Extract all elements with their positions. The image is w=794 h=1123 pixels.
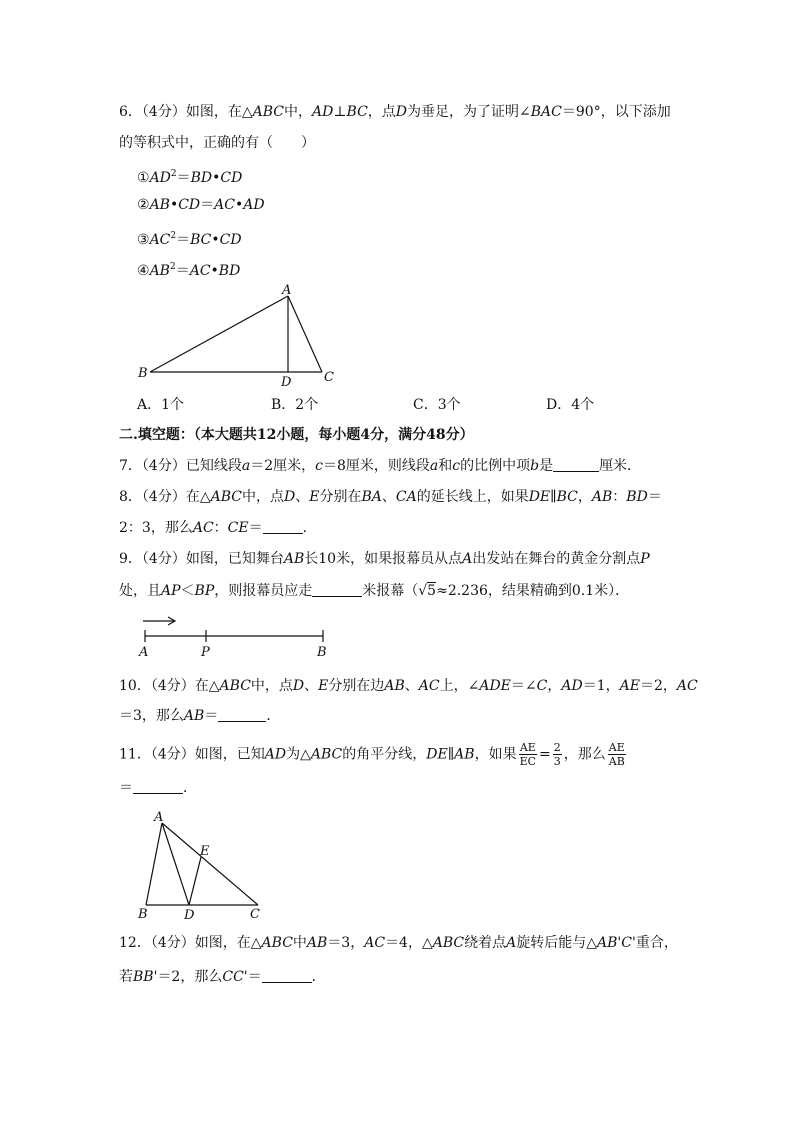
text: 为△	[286, 746, 311, 763]
math-var: AC	[149, 232, 171, 248]
question-number: 7．	[119, 458, 142, 474]
math-var: AB•CD	[149, 197, 201, 213]
section-title: 二.填空题：（本大题共12小题，每小题4分，满分48分）	[119, 427, 474, 443]
exponent: 2	[170, 231, 177, 241]
math-var: b	[530, 458, 540, 474]
math-var: a	[429, 458, 439, 474]
math-var: BC•CD	[190, 232, 242, 248]
denominator: AB	[608, 755, 625, 768]
question-number: 6．	[119, 104, 142, 120]
text: ＝∠	[510, 678, 537, 694]
question-number: 8．	[119, 489, 142, 505]
math-var: ABC	[219, 678, 251, 694]
equals: ＝	[176, 232, 191, 248]
text: ．	[266, 708, 281, 724]
label-a: A	[282, 283, 292, 298]
math-var: BC	[346, 104, 368, 120]
text: 分别在边	[328, 678, 385, 694]
math-var: P	[640, 551, 650, 567]
math-var: DE	[528, 489, 551, 505]
text: 上，∠	[439, 678, 480, 694]
parallel-symbol: ∥	[447, 746, 455, 763]
math-var: C	[536, 678, 548, 694]
label-d: D	[281, 375, 292, 390]
parallel-symbol: ∥	[550, 489, 557, 505]
triangle-symbol: △	[241, 104, 253, 120]
equals: =	[539, 746, 551, 763]
segment-ac	[162, 823, 258, 905]
text: ．	[302, 520, 317, 536]
math-var: ABC	[210, 489, 242, 505]
perp-symbol: ⊥	[333, 104, 347, 120]
question-number: 10．	[119, 678, 151, 694]
math-var: A	[462, 551, 473, 567]
text: 如图，已知舞台	[185, 551, 284, 567]
math-var: AB	[306, 935, 328, 951]
denominator: EC	[519, 755, 537, 768]
text: 中，点	[242, 489, 284, 505]
text: 已知线段	[185, 458, 242, 474]
text: 分别在	[319, 489, 362, 505]
label-a: A	[139, 645, 149, 660]
text: ＝1，	[582, 678, 620, 694]
math-var: CE	[227, 520, 249, 536]
math-var: CC'	[222, 969, 248, 985]
math-var: AC	[192, 520, 214, 536]
math-var: D	[292, 678, 305, 694]
text: ．	[183, 780, 197, 796]
text: ：	[612, 489, 627, 505]
math-var: AP	[161, 583, 181, 599]
question-number: 9．	[119, 551, 142, 567]
text: ＝2厘米，	[250, 458, 316, 474]
question-number: 12．	[119, 935, 151, 951]
text: ＝3，	[327, 935, 365, 951]
q12-stem-line2	[119, 967, 326, 987]
circled-number: ①	[137, 170, 150, 186]
label-b: B	[138, 907, 148, 922]
math-var: AD	[149, 170, 171, 186]
question-points: （4分）	[150, 678, 195, 694]
math-var: c	[315, 458, 323, 474]
label-d: D	[184, 908, 195, 923]
math-var: A	[506, 935, 517, 951]
text: 在△	[194, 678, 220, 694]
question-points: （4分）	[141, 551, 186, 567]
label-b: B	[317, 645, 327, 660]
text: ＝3，那么	[119, 708, 184, 724]
equals: ＝	[176, 170, 191, 186]
text: ．	[311, 969, 326, 985]
text: ，	[547, 678, 562, 694]
math-var: AB	[591, 489, 613, 505]
text: ＝	[119, 780, 133, 796]
text: ＝90°，以下添加	[561, 104, 671, 120]
math-var: CA	[395, 489, 417, 505]
text: ≈2.236，结果精确到0.1米）．	[436, 583, 630, 599]
text: 如图，在	[185, 104, 242, 120]
math-var: D	[284, 489, 296, 505]
question-points: （4分）	[141, 458, 186, 474]
text: 重合，	[635, 935, 678, 951]
math-var: DE	[426, 746, 448, 763]
circled-number: ④	[137, 263, 150, 279]
text: ，如果	[474, 746, 517, 763]
text: 在△	[185, 489, 211, 505]
text: 旋转后能与△	[516, 935, 598, 951]
label-e: E	[200, 844, 210, 859]
math-var: AB'C'	[597, 935, 636, 951]
text: 的比例中项	[460, 458, 531, 474]
math-var: BC	[556, 489, 578, 505]
text: 2：3，那么	[119, 520, 193, 536]
text: 、	[295, 489, 310, 505]
numerator: AE	[519, 741, 536, 754]
text: 是	[539, 458, 554, 474]
math-var: AB	[149, 263, 170, 279]
text: 的角平分线，	[342, 746, 427, 763]
text: ＝	[204, 708, 219, 724]
exponent: 2	[169, 262, 176, 272]
label-p: P	[201, 645, 210, 660]
math-var: BD•CD	[190, 170, 243, 186]
math-var: AD	[561, 678, 583, 694]
text: ，则报幕员应走	[214, 583, 313, 599]
math-var: ABC	[252, 104, 284, 120]
math-var: AB	[283, 551, 305, 567]
text: ，那么	[563, 746, 606, 763]
math-var: AE	[619, 678, 640, 694]
text: 处，且	[119, 583, 161, 599]
math-var: BP	[194, 583, 215, 599]
less-than: ＜	[180, 583, 195, 599]
label-b: B	[138, 366, 148, 381]
text: ，点	[367, 104, 396, 120]
segment-de	[189, 857, 201, 905]
text: ，	[577, 489, 592, 505]
math-var: a	[241, 458, 251, 474]
q6-option-c[interactable]: C．3个	[413, 397, 461, 413]
text: 、	[304, 678, 319, 694]
equals: ＝	[175, 263, 190, 279]
math-var: BB'	[133, 969, 158, 985]
math-var: AC•AD	[214, 197, 265, 213]
math-var: BA	[361, 489, 382, 505]
text: 的延长线上，如果	[416, 489, 529, 505]
math-var: D	[395, 104, 408, 120]
math-var: E	[318, 678, 329, 694]
math-var: AC	[418, 678, 440, 694]
text: ＝4，△	[385, 935, 433, 951]
text: 、	[404, 678, 419, 694]
question-points: （4分）	[141, 489, 186, 505]
text: 和	[438, 458, 453, 474]
question-points: （4分）	[150, 746, 195, 763]
text: ＝8厘米，则线段	[322, 458, 430, 474]
text: 中	[292, 935, 307, 951]
radicand: 5	[427, 583, 437, 599]
math-var: c	[452, 458, 461, 474]
denominator: 3	[553, 755, 561, 768]
text: 如图，已知	[194, 746, 265, 763]
numerator: 2	[553, 741, 561, 754]
q6-option-a[interactable]: A．1个	[137, 397, 185, 413]
text: ＝	[248, 520, 263, 536]
text: ＝	[247, 969, 262, 985]
math-var: ADE	[479, 678, 511, 694]
question-points: （4分）	[141, 104, 186, 120]
math-var: AB	[454, 746, 475, 763]
text: 绕着点	[464, 935, 507, 951]
segment-ab	[146, 823, 162, 905]
question-number: 11．	[119, 746, 151, 763]
circled-number: ②	[137, 197, 150, 213]
text: 为垂足，为了证明∠	[407, 104, 531, 120]
sqrt-symbol: √	[418, 583, 428, 599]
math-var: ABC	[310, 746, 343, 763]
text: 出发站在舞台的黄金分割点	[472, 551, 641, 567]
text: 若	[119, 969, 133, 985]
label-a: A	[154, 810, 164, 825]
text: ：	[213, 520, 228, 536]
math-var: AC	[676, 678, 698, 694]
math-var: AD	[312, 104, 334, 120]
equals: ＝	[200, 197, 215, 213]
math-var: ABC	[261, 935, 293, 951]
math-var: AB	[384, 678, 405, 694]
q12-stem-line1	[119, 933, 678, 953]
q6-option-d[interactable]: D．4个	[546, 397, 595, 413]
math-var: ABC	[432, 935, 465, 951]
label-c: C	[250, 907, 260, 922]
math-var: BD	[626, 489, 648, 505]
text: 、	[381, 489, 396, 505]
math-var: AB	[183, 708, 205, 724]
numerator: AE	[608, 741, 625, 754]
math-var: AC	[364, 935, 386, 951]
text: ＝2，	[639, 678, 677, 694]
math-var: AD	[264, 746, 287, 763]
exponent: 2	[170, 169, 177, 179]
text: 中，点	[250, 678, 293, 694]
question-points: （4分）	[150, 935, 195, 951]
q6-option-b[interactable]: B．2个	[271, 397, 319, 413]
label-c: C	[324, 370, 334, 385]
text: 厘米．	[599, 458, 642, 474]
text: 米报幕（	[362, 583, 419, 599]
circled-number: ③	[137, 232, 150, 248]
math-var: E	[309, 489, 320, 505]
q6-stem-line2: 的等积式中，正确的有（ ）	[119, 135, 315, 151]
math-var: AC•BD	[189, 263, 241, 279]
math-var: BAC	[530, 104, 562, 120]
text: ＝2，那么	[157, 969, 223, 985]
text: 长10米，如果报幕员从点	[304, 551, 463, 567]
text: 如图，在△	[194, 935, 262, 951]
text: ＝	[647, 489, 662, 505]
text: 中，	[284, 104, 312, 120]
answer-blank[interactable]	[262, 969, 312, 983]
